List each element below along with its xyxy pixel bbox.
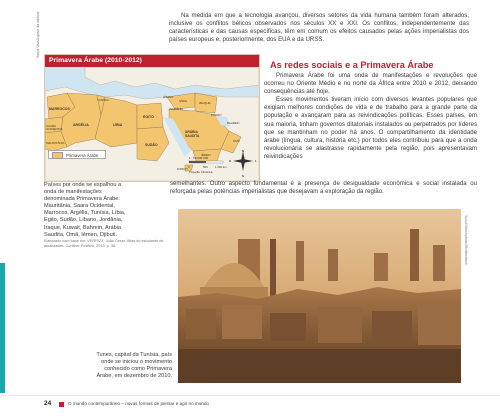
map-credit: Sonia Vaz/Arquivo da editora (36, 11, 40, 58)
paragraph-3: semelhantes. Outro aspecto fundamental é a presença de desigualdade econômica e social instalada ou reforçada pelas potências imperialistas que desejavam a exploração da região. (170, 180, 477, 196)
paragraph-1: Primavera Árabe foi uma onda de manifestações e revoluções que ocorreu no Oriente Médio e no norte da África entre 2010 e 2012, deixando consequências até hoje. (264, 72, 477, 96)
map-source: Elaborado com base em: VERRIZZ, João Cesar. Atlas do estudante de atualidades. Curitiba: Positivo, 2013. p. 38. (44, 239, 164, 248)
photo-caption: Tunes, capital da Tunísia, país onde se iniciou o movimento conhecido como Primavera Árabe, em dezembro de 2010. (96, 352, 172, 380)
label-libano: LÍBANO (163, 95, 174, 99)
map-projection: Projeção Cilíndrica (189, 170, 213, 174)
page-number: 24 (44, 400, 52, 407)
label-bahrein: BAHREIN (227, 121, 240, 125)
compass-s: S (242, 174, 244, 178)
compass-l: L (255, 159, 257, 163)
footer-bullet-icon (59, 402, 64, 407)
label-arabia: ARÁBIA SAUDITA (185, 130, 200, 138)
section-title: As redes sociais e a Primavera Árabe (270, 60, 434, 70)
map-scale-tick-1: 500 (203, 165, 208, 169)
label-saara: SAARA OCIDENTAL (46, 124, 63, 132)
map-caption: Países por onde se espalhou a onda de manifestações denominada Primavera Árabe: Mauritânia, Saara Ocidental, Marrocos, Argélia, Tunísia, Líbia, Egito, Sudão, Líbano, Jordânia, Iraque, Kuwait, Bahrein, Arábia Saudita, Omã, Iêmen, Djibuti. (44, 182, 126, 238)
map-scale-label: 1 : 50 000 000 (189, 156, 209, 160)
label-djibuti: DJIBUTI (177, 167, 188, 171)
label-egito: EGITO (143, 115, 154, 119)
label-tunisia: TUNÍSIA (97, 98, 109, 102)
label-argelia: ARGÉLIA (73, 123, 89, 127)
compass-n: N (242, 149, 245, 153)
label-iraque: IRAQUE (199, 101, 211, 105)
teal-margin-bar (0, 263, 5, 393)
compass-o: O (229, 159, 232, 163)
map-title: Primavera Árabe (2010-2012) (45, 55, 259, 67)
label-mauritania: MAURITÂNIA (46, 141, 65, 145)
body-text (264, 72, 477, 161)
footer-title: O mundo contemporâneo – novas formas de pensar e agir no mundo (68, 401, 209, 406)
photo-credit: Yusuf/iStockphoto/Shutterstock (464, 215, 468, 265)
tunis-photo (178, 209, 461, 383)
map-legend (48, 150, 106, 159)
label-oma: OMÃ (233, 139, 240, 143)
legend-label: Primavera Árabe (66, 153, 99, 158)
map-scale-tick-0: 0 (188, 165, 190, 169)
legend-swatch (52, 152, 63, 159)
label-siria: SÍRIA (179, 99, 187, 103)
label-iemen: IÊMEN (201, 153, 211, 157)
label-kuwait: KUWAIT (211, 113, 222, 117)
label-marrocos: MARROCOS (49, 107, 70, 111)
paragraph-2: Esses movimentos tiveram início com diversos levantes populares que exigiam melhores condições de vida e de trabalho para a grande parte da população e avançaram para as reivindicações políticas. Esses países, em sua maioria, tinham governos ditatoriais instalados ou perpetrados por líderes que se mantinham no poder há anos. O compartilhamento da identidade árabe (língua, cultura, história etc.) por todos eles contribuiu para que a onda revolucionária se alastrasse rapidamente pela região, pois apresentavam reivindicações (264, 96, 477, 160)
label-libia: LÍBIA (113, 123, 123, 127)
intro-paragraph: Na medida em que a tecnologia avançou, diversos setores da vida humana também foram alterados, inclusive os conflitos bélicos observados nos séculos XX e XXI. Os conflitos, independentemente das características e das causas específicas, têm em comum os efeitos causados pelas ações imperialistas dos países europeus e, posteriormente, dos EUA e da URSS. (169, 12, 469, 44)
label-sudao: SUDÃO (145, 143, 158, 147)
footer-divider (0, 395, 500, 396)
map-scale-tick-2: 1 000 km (215, 165, 227, 169)
label-jordania: JORDÂNIA (169, 107, 184, 111)
arab-spring-map (44, 54, 260, 182)
